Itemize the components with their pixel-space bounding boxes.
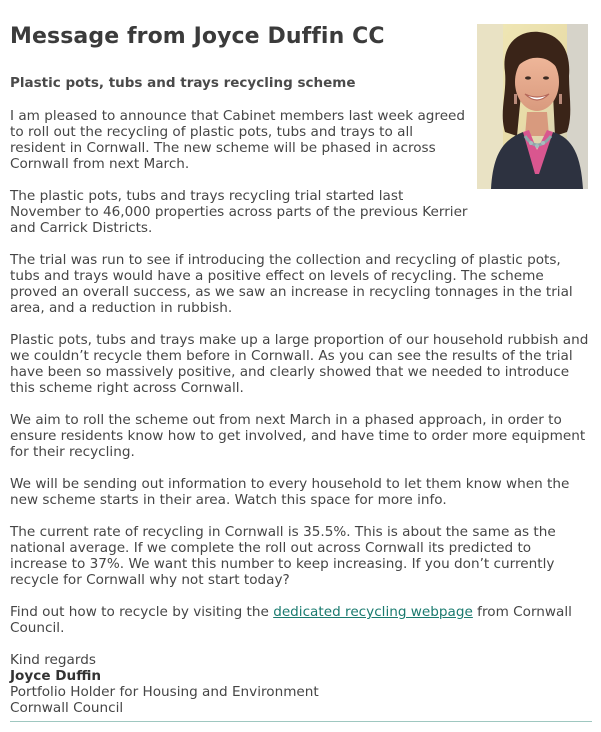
paragraph-7: The current rate of recycling in Cornwall is 35.5%. This is about the same as the national average. If we complete the roll out across Cornwall its predicted to increase to 37%. We want this number to keep increasing. If you don’t currently recycle for Cornwall why not start today? [10, 524, 556, 588]
link-paragraph-before: Find out how to recycle by visiting the [10, 604, 274, 620]
signoff-name: Joyce Duffin [10, 668, 102, 684]
paragraph-link [10, 604, 592, 636]
paragraph-6: We will be sending out information to every household to let them know when the new scheme starts in their area. Watch this space for more info. [10, 476, 570, 508]
recycling-webpage-link[interactable]: dedicated recycling webpage [273, 604, 473, 620]
message-body [10, 108, 592, 732]
page-title: Message from Joyce Duffin CC [10, 24, 385, 49]
paragraph-4: Plastic pots, tubs and trays make up a large proportion of our household rubbish and we couldn’t recycle them before in Cornwall. As you can see the results of the trial have been so massively positive, and clearly showed that we needed to introduce this scheme right across Cornwall. [10, 332, 589, 396]
link-paragraph-after: from Cornwall Council. [10, 604, 572, 636]
signoff-organisation: Cornwall Council [10, 700, 124, 716]
bottom-divider [10, 721, 592, 722]
signoff [10, 652, 592, 716]
signoff-role: Portfolio Holder for Housing and Environment [10, 684, 319, 700]
paragraph-3: The trial was run to see if introducing the collection and recycling of plastic pots, tubs and trays would have a positive effect on levels of recycling. The scheme proved an overall success, as we saw an increase in recycling tonnages in the trial area, and a reduction in rubbish. [10, 252, 573, 316]
paragraph-2: The plastic pots, tubs and trays recycling trial started last November to 46,000 properties across parts of the previous Kerrier and Carrick Districts. [10, 188, 468, 236]
signoff-greeting: Kind regards [10, 652, 96, 668]
section-subtitle: Plastic pots, tubs and trays recycling scheme [10, 75, 356, 91]
paragraph-5: We aim to roll the scheme out from next March in a phased approach, in order to ensure residents know how to get involved, and have time to order more equipment for their recycling. [10, 412, 586, 460]
paragraph-1: I am pleased to announce that Cabinet members last week agreed to roll out the recycling of plastic pots, tubs and trays to all resident in Cornwall. The new scheme will be phased in across Cornwall from next March. [10, 108, 466, 172]
